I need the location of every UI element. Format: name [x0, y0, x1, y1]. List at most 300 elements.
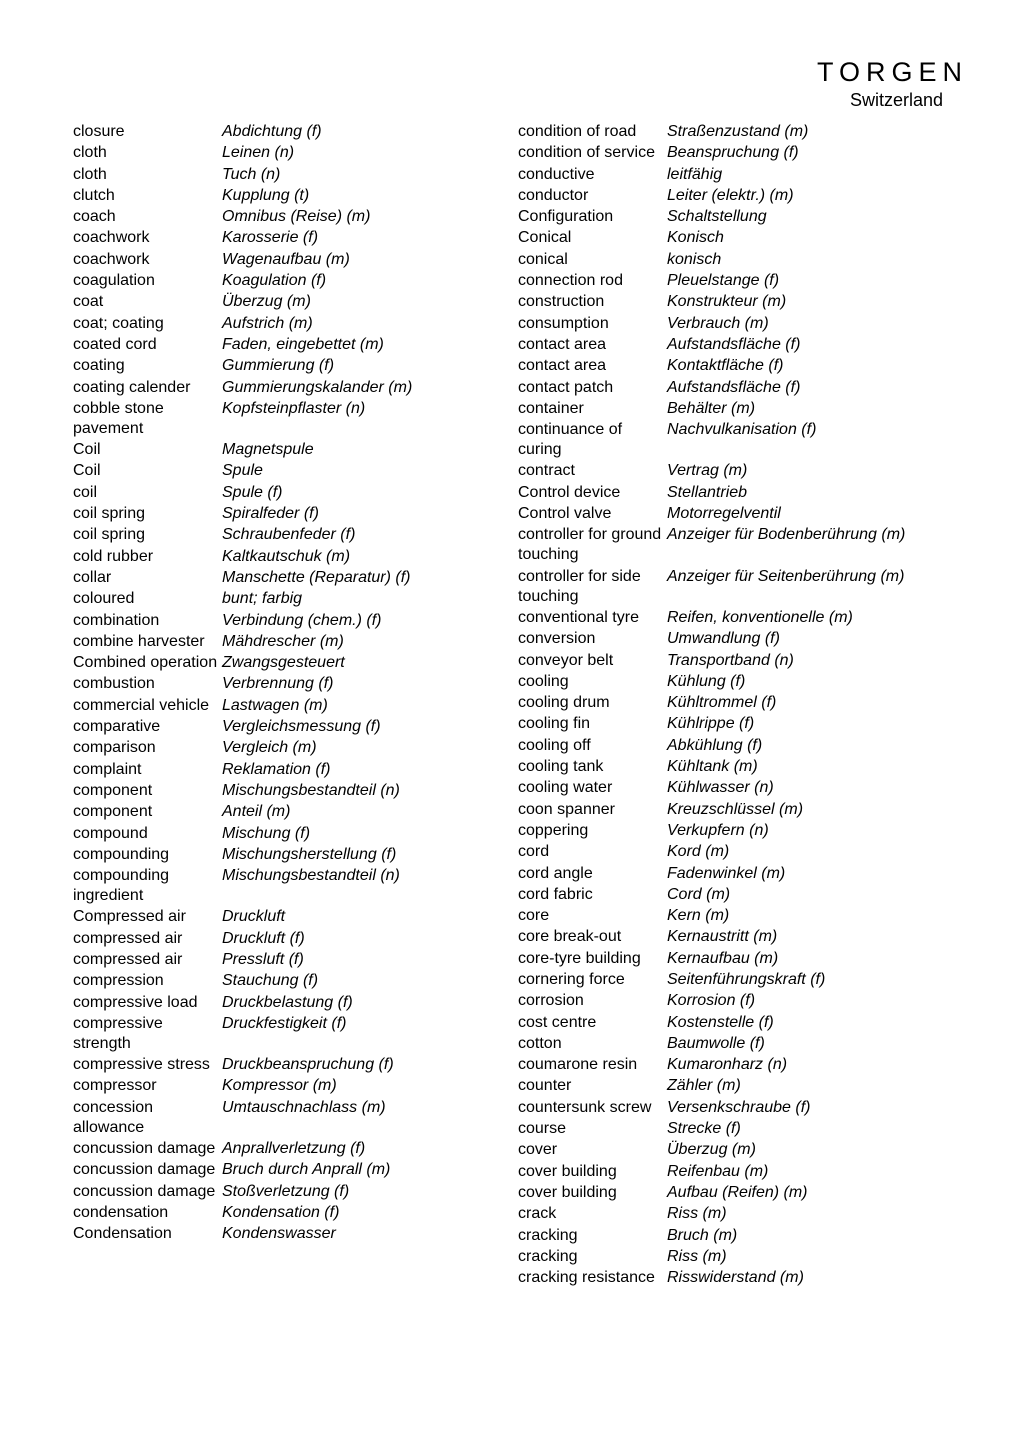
- german-translation: Stauchung (f): [222, 972, 319, 990]
- german-translation: Aufstandsfläche (f): [667, 378, 801, 396]
- german-translation: Gummierungskalander (m): [222, 378, 413, 396]
- glossary-entry: [518, 143, 958, 163]
- english-term: conical: [518, 250, 568, 268]
- german-translation: Faden, eingebettet (m): [222, 335, 384, 353]
- glossary-entry: [518, 1140, 958, 1160]
- german-translation: Straßenzustand (m): [667, 123, 809, 140]
- glossary-entry: [73, 1224, 513, 1244]
- german-translation: Manschette (Reparatur) (f): [222, 568, 411, 586]
- english-term: coil spring: [73, 526, 146, 544]
- glossary-entry: [518, 186, 958, 206]
- glossary-entry: [73, 356, 513, 376]
- german-translation: Druckluft: [222, 908, 286, 926]
- german-translation: Kupplung (t): [222, 186, 310, 204]
- english-term: Coil: [73, 441, 101, 459]
- german-translation: Cord (m): [667, 885, 731, 903]
- glossary-entry: [73, 824, 513, 844]
- german-translation: Omnibus (Reise) (m): [222, 208, 371, 226]
- english-term: complaint: [73, 760, 142, 778]
- german-translation: Spule: [222, 462, 263, 480]
- glossary-entry: [518, 356, 958, 376]
- english-term: cord angle: [518, 864, 593, 882]
- glossary-entry: [73, 993, 513, 1013]
- english-term: coumarone resin: [518, 1056, 638, 1074]
- english-term: Control valve: [518, 505, 612, 523]
- english-term: component: [73, 781, 153, 799]
- english-term: cloth: [73, 144, 107, 162]
- german-translation: Vergleich (m): [222, 739, 317, 757]
- english-term: Compressed air: [73, 908, 186, 926]
- glossary-entry: [518, 949, 958, 969]
- glossary-entry: [73, 165, 513, 185]
- glossary-entry: [518, 1247, 958, 1267]
- english-term: cooling fin: [518, 715, 591, 733]
- english-term: cobble stone pavement: [73, 399, 164, 437]
- english-term: combustion: [73, 675, 155, 693]
- english-term: concussion damage: [73, 1161, 216, 1179]
- english-term: coachwork: [73, 229, 150, 247]
- glossary-entry: [518, 970, 958, 990]
- english-term: core: [518, 907, 550, 925]
- glossary-entry: [73, 971, 513, 991]
- english-term: cold rubber: [73, 547, 154, 565]
- english-term: coil spring: [73, 505, 146, 523]
- glossary-entry: [518, 420, 958, 460]
- english-term: continuance of curing: [518, 421, 623, 459]
- english-term: coagulation: [73, 272, 155, 290]
- glossary-entry: [518, 165, 958, 185]
- glossary-entry: [518, 800, 958, 820]
- glossary-entry: [518, 991, 958, 1011]
- german-translation: konisch: [667, 250, 722, 268]
- brand-name: TORGEN: [816, 57, 968, 87]
- german-translation: Druckluft (f): [222, 929, 305, 947]
- german-translation: Aufstrich (m): [222, 314, 313, 332]
- german-translation: Lastwagen (m): [222, 696, 328, 714]
- glossary-entry: [518, 335, 958, 355]
- english-term: compounding: [73, 845, 170, 863]
- german-translation: Pleuelstange (f): [667, 272, 780, 290]
- german-translation: Überzug (m): [667, 1141, 756, 1159]
- english-term: comparison: [73, 739, 156, 757]
- german-translation: Zähler (m): [667, 1077, 741, 1095]
- german-translation: Fadenwinkel (m): [667, 864, 786, 882]
- glossary-entry: [518, 122, 958, 142]
- german-translation: Korrosion (f): [667, 992, 756, 1010]
- german-translation: Umwandlung (f): [667, 630, 780, 648]
- english-term: compressed air: [73, 929, 183, 947]
- glossary-entry: [73, 1203, 513, 1223]
- glossary-entry: [518, 1098, 958, 1118]
- german-translation: Koagulation (f): [222, 272, 327, 290]
- german-translation: Aufstandsfläche (f): [667, 335, 801, 353]
- glossary-entry: [73, 399, 513, 439]
- glossary-entry: [73, 461, 513, 481]
- german-translation: Kord (m): [667, 843, 730, 861]
- glossary-entry: [518, 608, 958, 628]
- german-translation: bunt; farbig: [222, 590, 303, 608]
- glossary-entry: [518, 1034, 958, 1054]
- german-translation: Motorregelventil: [667, 505, 781, 523]
- glossary-entry: [73, 292, 513, 312]
- german-translation: Kostenstelle (f): [667, 1013, 774, 1031]
- glossary-entry: [73, 950, 513, 970]
- german-translation: Leiter (elektr.) (m): [667, 186, 794, 204]
- english-term: compound: [73, 824, 148, 842]
- english-term: Coil: [73, 462, 101, 480]
- english-term: compounding ingredient: [73, 867, 170, 905]
- english-term: condensation: [73, 1203, 169, 1221]
- glossary-entry: [73, 314, 513, 334]
- english-term: concussion damage: [73, 1182, 216, 1200]
- brand-subtitle: Switzerland: [849, 90, 943, 110]
- english-term: cord: [518, 843, 550, 861]
- glossary-entry: [518, 736, 958, 756]
- german-translation: Überzug (m): [222, 293, 311, 311]
- english-term: controller for side touching: [518, 567, 641, 605]
- german-translation: Verkupfern (n): [667, 821, 769, 839]
- glossary-entry: [73, 186, 513, 206]
- german-translation: Verbrauch (m): [667, 314, 769, 332]
- german-translation: Kontaktfläche (f): [667, 357, 784, 375]
- german-translation: Kompressor (m): [222, 1077, 337, 1095]
- glossary-entry: [518, 1119, 958, 1139]
- english-term: clutch: [73, 186, 115, 204]
- glossary-entry: [518, 778, 958, 798]
- german-translation: Risswiderstand (m): [667, 1269, 804, 1287]
- english-term: Combined operation: [73, 654, 218, 672]
- german-translation: Schraubenfeder (f): [222, 526, 356, 544]
- english-term: cover: [518, 1141, 558, 1159]
- german-translation: Baumwolle (f): [667, 1034, 765, 1052]
- german-translation: Anprallverletzung (f): [222, 1140, 366, 1158]
- english-term: coppering: [518, 821, 589, 839]
- english-term: combine harvester: [73, 632, 205, 650]
- german-translation: Abdichtung (f): [222, 123, 322, 140]
- english-term: coach: [73, 208, 116, 226]
- english-term: coat: [73, 293, 104, 311]
- german-translation: Konisch: [667, 229, 724, 247]
- glossary-entry: [518, 1162, 958, 1182]
- glossary-entry: [73, 1014, 513, 1054]
- glossary-entry: [73, 250, 513, 270]
- glossary-entry: [518, 314, 958, 334]
- glossary-entry: [73, 632, 513, 652]
- english-term: consumption: [518, 314, 609, 332]
- glossary-entry: [73, 929, 513, 949]
- english-term: Condensation: [73, 1225, 172, 1243]
- glossary-entry: [518, 228, 958, 248]
- german-translation: Leinen (n): [222, 144, 295, 162]
- english-term: cooling drum: [518, 694, 610, 712]
- english-term: cooling off: [518, 736, 591, 754]
- english-term: compressed air: [73, 950, 183, 968]
- english-term: compressor: [73, 1077, 157, 1095]
- glossary-entry: [518, 693, 958, 713]
- german-translation: Reklamation (f): [222, 760, 331, 778]
- english-term: concussion damage: [73, 1140, 216, 1158]
- german-translation: Spule (f): [222, 483, 283, 501]
- german-translation: Karosserie (f): [222, 229, 319, 247]
- german-translation: Stellantrieb: [667, 483, 748, 501]
- german-translation: Reifen, konventionelle (m): [667, 608, 853, 626]
- english-term: course: [518, 1120, 567, 1138]
- glossary-entry: [73, 717, 513, 737]
- english-term: compressive strength: [73, 1014, 163, 1052]
- glossary-entry: [518, 399, 958, 419]
- english-term: contact patch: [518, 378, 614, 396]
- german-translation: Kumaronharz (n): [667, 1056, 788, 1074]
- german-translation: Druckbeanspruchung (f): [222, 1056, 394, 1074]
- glossary-entry: [518, 378, 958, 398]
- german-translation: Abkühlung (f): [667, 736, 763, 754]
- english-term: Conical: [518, 229, 572, 247]
- german-translation: Kernaustritt (m): [667, 928, 778, 946]
- german-translation: Kondensation (f): [222, 1203, 340, 1221]
- german-translation: Bruch durch Anprall (m): [222, 1161, 391, 1179]
- german-translation: Behälter (m): [667, 399, 756, 417]
- english-term: conversion: [518, 630, 596, 648]
- english-term: cooling: [518, 672, 569, 690]
- english-term: core-tyre building: [518, 949, 641, 967]
- german-translation: Nachvulkanisation (f): [667, 421, 817, 439]
- german-translation: Kaltkautschuk (m): [222, 547, 351, 565]
- glossary-entry: [73, 674, 513, 694]
- german-translation: Strecke (f): [667, 1120, 741, 1138]
- glossary-entry: [73, 335, 513, 355]
- english-term: combination: [73, 611, 160, 629]
- glossary-entry: [73, 866, 513, 906]
- glossary-entry: [518, 504, 958, 524]
- german-translation: Anzeiger für Seitenberührung (m): [667, 567, 905, 585]
- english-term: crack: [518, 1205, 557, 1223]
- german-translation: Magnetspule: [222, 441, 314, 459]
- glossary-column-right: [518, 122, 958, 1288]
- glossary-entry: [518, 1055, 958, 1075]
- german-translation: Kühlung (f): [667, 672, 746, 690]
- glossary-entry: [518, 1183, 958, 1203]
- english-term: cracking: [518, 1226, 578, 1244]
- german-translation: Bruch (m): [667, 1226, 738, 1244]
- glossary-entry: [73, 1139, 513, 1159]
- english-term: construction: [518, 293, 605, 311]
- english-term: cord fabric: [518, 885, 593, 903]
- english-term: collar: [73, 568, 112, 586]
- english-term: cotton: [518, 1034, 562, 1052]
- english-term: cooling tank: [518, 758, 604, 776]
- glossary-entry: [518, 461, 958, 481]
- glossary-entry: [518, 1013, 958, 1033]
- english-term: Control device: [518, 483, 621, 501]
- german-translation: Pressluft (f): [222, 950, 304, 968]
- english-term: conductor: [518, 186, 589, 204]
- glossary-entry: [73, 1055, 513, 1075]
- english-term: connection rod: [518, 272, 623, 290]
- german-translation: Kondenswasser: [222, 1225, 336, 1243]
- english-term: Configuration: [518, 208, 614, 226]
- glossary-entry: [73, 568, 513, 588]
- german-translation: Mischungsherstellung (f): [222, 845, 397, 863]
- german-translation: Mähdrescher (m): [222, 632, 344, 650]
- german-translation: Verbrennung (f): [222, 675, 334, 693]
- glossary-entry: [73, 378, 513, 398]
- glossary-entry: [518, 271, 958, 291]
- glossary-entry: [518, 250, 958, 270]
- glossary-entry: [518, 1204, 958, 1224]
- glossary-entry: [73, 907, 513, 927]
- glossary-entry: [73, 589, 513, 609]
- glossary-entry: [73, 547, 513, 567]
- glossary-entry: [518, 885, 958, 905]
- english-term: component: [73, 803, 153, 821]
- german-translation: Beanspruchung (f): [667, 144, 799, 162]
- glossary-entry: [73, 483, 513, 503]
- english-term: container: [518, 399, 584, 417]
- glossary-entry: [73, 653, 513, 673]
- english-term: coating calender: [73, 378, 191, 396]
- glossary-entry: [518, 672, 958, 692]
- glossary-entry: [73, 271, 513, 291]
- english-term: compression: [73, 972, 164, 990]
- english-term: countersunk screw: [518, 1098, 652, 1116]
- glossary-entry: [73, 845, 513, 865]
- english-term: core break-out: [518, 928, 622, 946]
- glossary-entry: [518, 1226, 958, 1246]
- glossary-entry: [73, 696, 513, 716]
- glossary-entry: [518, 1268, 958, 1288]
- glossary-column-left: [73, 122, 513, 1244]
- english-term: cooling water: [518, 779, 613, 797]
- glossary-entry: [73, 1076, 513, 1096]
- german-translation: Zwangsgesteuert: [222, 654, 345, 672]
- english-term: controller for ground touching: [518, 526, 662, 564]
- english-term: coon spanner: [518, 800, 615, 818]
- english-term: condition of road: [518, 123, 637, 140]
- german-translation: Anteil (m): [222, 803, 291, 821]
- glossary-entry: [73, 207, 513, 227]
- german-translation: Riss (m): [667, 1247, 727, 1265]
- german-translation: Kühltank (m): [667, 758, 758, 776]
- glossary-entry: [518, 292, 958, 312]
- german-translation: Vertrag (m): [667, 462, 748, 480]
- english-term: contact area: [518, 335, 607, 353]
- glossary-entry: [518, 1076, 958, 1096]
- english-term: coat; coating: [73, 314, 164, 332]
- german-translation: Druckfestigkeit (f): [222, 1014, 347, 1032]
- german-translation: Aufbau (Reifen) (m): [667, 1183, 808, 1201]
- english-term: coloured: [73, 590, 135, 608]
- german-translation: Gummierung (f): [222, 357, 335, 375]
- german-translation: Spiralfeder (f): [222, 505, 319, 523]
- glossary-entry: [73, 738, 513, 758]
- english-term: coachwork: [73, 250, 150, 268]
- german-translation: Konstrukteur (m): [667, 293, 787, 311]
- glossary-entry: [73, 440, 513, 460]
- english-term: counter: [518, 1077, 572, 1095]
- english-term: conventional tyre: [518, 608, 639, 626]
- english-term: comparative: [73, 718, 161, 736]
- english-term: cover building: [518, 1162, 617, 1180]
- glossary-entry: [518, 821, 958, 841]
- english-term: conveyor belt: [518, 651, 614, 669]
- german-translation: Transportband (n): [667, 651, 794, 669]
- english-term: coating: [73, 357, 125, 375]
- glossary-entry: [73, 781, 513, 801]
- english-term: condition of service: [518, 144, 655, 162]
- glossary-entry: [518, 483, 958, 503]
- english-term: cost centre: [518, 1013, 597, 1031]
- glossary-entry: [518, 906, 958, 926]
- english-term: coil: [73, 483, 98, 501]
- german-translation: Verbindung (chem.) (f): [222, 611, 382, 629]
- german-translation: Kühltrommel (f): [667, 694, 777, 712]
- glossary-entry: [518, 757, 958, 777]
- glossary-entry: [73, 1182, 513, 1202]
- german-translation: Druckbelastung (f): [222, 993, 353, 1011]
- glossary-entry: [518, 525, 958, 565]
- glossary-entry: [518, 567, 958, 607]
- glossary-entry: [518, 842, 958, 862]
- glossary-entry: [73, 611, 513, 631]
- english-term: coated cord: [73, 335, 157, 353]
- german-translation: Stoßverletzung (f): [222, 1182, 350, 1200]
- english-term: corrosion: [518, 992, 584, 1010]
- german-translation: Schaltstellung: [667, 208, 767, 226]
- glossary-entry: [73, 122, 513, 142]
- glossary-entry: [73, 1098, 513, 1138]
- english-term: cracking resistance: [518, 1269, 655, 1287]
- glossary-entry: [73, 504, 513, 524]
- german-translation: Reifenbau (m): [667, 1162, 769, 1180]
- german-translation: Kopfsteinpflaster (n): [222, 399, 366, 417]
- english-term: cloth: [73, 165, 107, 183]
- english-term: compressive load: [73, 993, 198, 1011]
- glossary-entry: [518, 207, 958, 227]
- english-term: cracking: [518, 1247, 578, 1265]
- german-translation: Wagenaufbau (m): [222, 250, 350, 268]
- english-term: contact area: [518, 357, 607, 375]
- german-translation: Seitenführungskraft (f): [667, 970, 826, 988]
- glossary-entry: [73, 143, 513, 163]
- german-translation: Kühlwasser (n): [667, 779, 774, 797]
- english-term: contract: [518, 462, 575, 480]
- english-term: conductive: [518, 165, 595, 183]
- glossary-entry: [518, 864, 958, 884]
- german-translation: Anzeiger für Bodenberührung (m): [667, 526, 906, 544]
- brand-header: [817, 56, 968, 111]
- german-translation: Kreuzschlüssel (m): [667, 800, 804, 818]
- german-translation: Versenkschraube (f): [667, 1098, 811, 1116]
- german-translation: Vergleichsmessung (f): [222, 718, 381, 736]
- german-translation: Umtauschnachlass (m): [222, 1098, 386, 1116]
- glossary-entry: [73, 802, 513, 822]
- english-term: closure: [73, 123, 125, 140]
- german-translation: Mischungsbestandteil (n): [222, 781, 400, 799]
- german-translation: Kühlrippe (f): [667, 715, 755, 733]
- german-translation: Tuch (n): [222, 165, 281, 183]
- german-translation: Mischung (f): [222, 824, 311, 842]
- german-translation: leitfähig: [667, 165, 723, 183]
- english-term: concession allowance: [73, 1098, 154, 1136]
- german-translation: Kern (m): [667, 907, 730, 925]
- glossary-entry: [518, 651, 958, 671]
- glossary-entry: [73, 760, 513, 780]
- english-term: compressive stress: [73, 1056, 210, 1074]
- glossary-entry: [73, 1160, 513, 1180]
- german-translation: Kernaufbau (m): [667, 949, 779, 967]
- glossary-entry: [73, 525, 513, 545]
- glossary-entry: [73, 228, 513, 248]
